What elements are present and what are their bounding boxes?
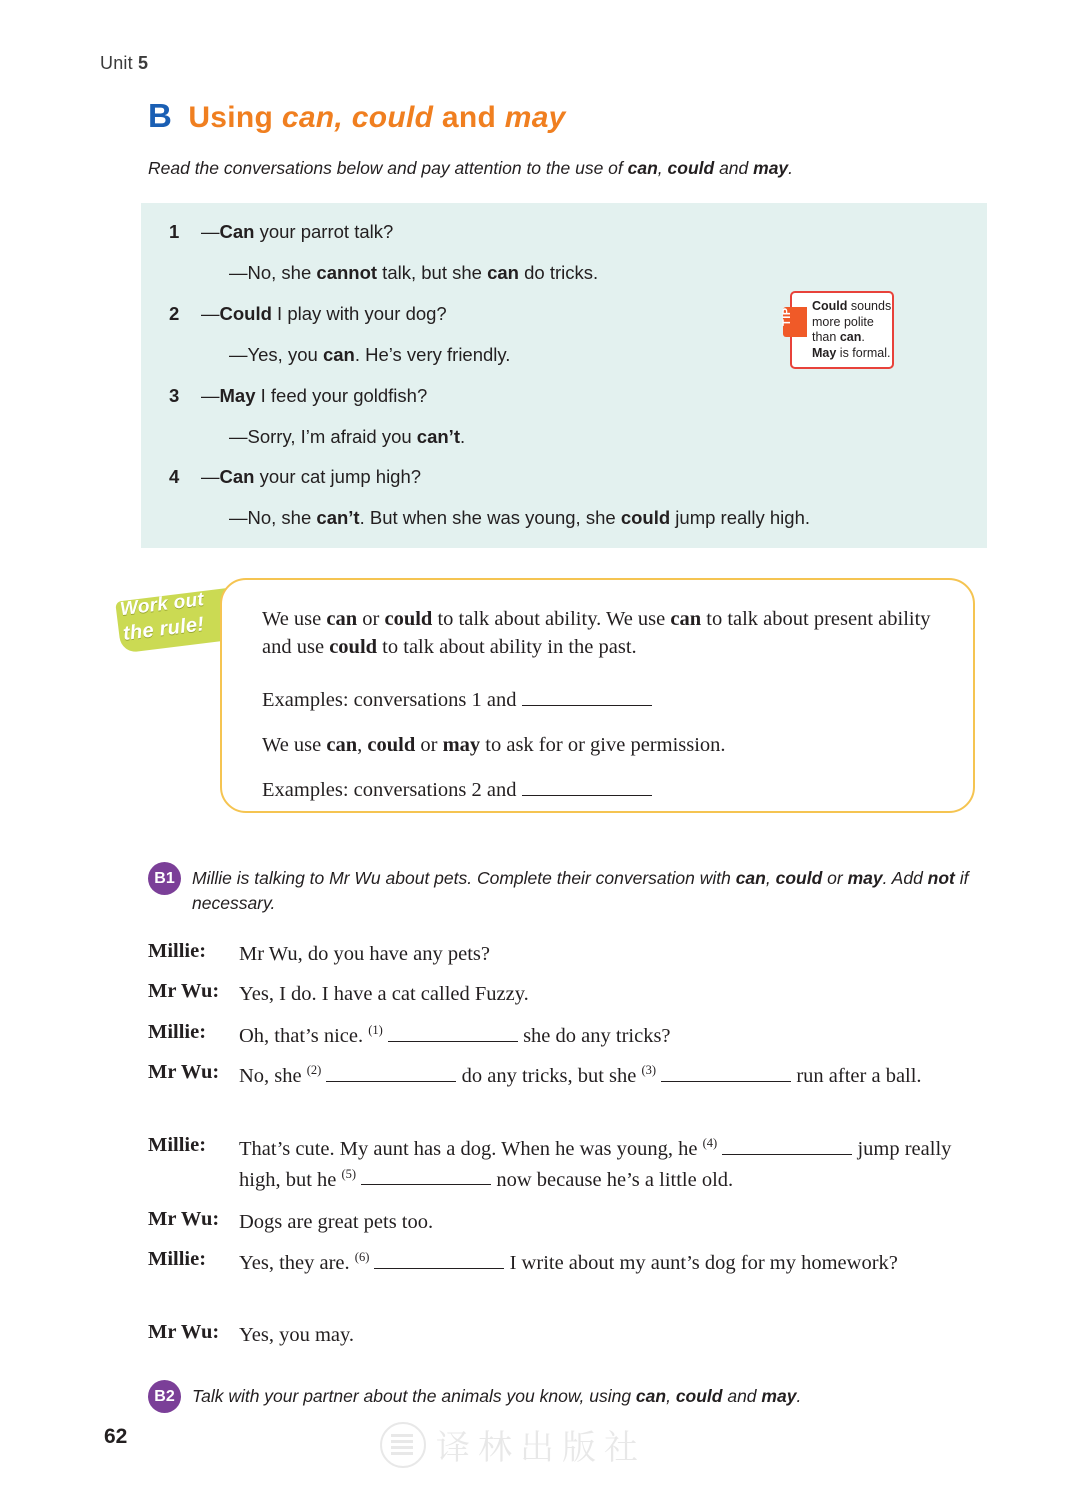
rule-example-2-label: Examples: conversations 2 and xyxy=(262,779,517,801)
conversation-2-q-text: —Could I play with your dog? xyxy=(201,303,447,324)
section-title-pre: Using xyxy=(188,101,282,134)
work-out-rule-line2: the rule! xyxy=(121,613,206,646)
answer-blank-6[interactable] xyxy=(374,1253,504,1269)
conversation-4-q-text: —Can your cat jump high? xyxy=(201,466,422,487)
dialogue-text-2: Yes, I do. I have a cat called Fuzzy. xyxy=(239,983,529,1005)
conversation-1-q-text: —Can your parrot talk? xyxy=(201,221,394,242)
dialogue-speaker-1: Millie: xyxy=(148,940,207,962)
conversation-1-question xyxy=(169,220,901,244)
unit-word: Unit xyxy=(100,53,133,73)
publisher-name: 译林出版社 xyxy=(436,1430,646,1467)
conversation-2-answer: —Yes, you can. He’s very friendly. xyxy=(229,344,511,365)
conversation-3-q-text: —May I feed your goldfish? xyxy=(201,385,428,406)
section-title-may: may xyxy=(504,101,566,134)
conversation-3-question xyxy=(169,384,901,408)
dialogue-text-8: Yes, you may. xyxy=(239,1324,355,1346)
exercise-badge-b1: B1 xyxy=(148,862,181,895)
page-title xyxy=(188,101,565,135)
dialogue-speaker-8: Mr Wu: xyxy=(148,1321,220,1343)
dialogue-speaker-7: Millie: xyxy=(148,1248,207,1270)
unit-label xyxy=(100,53,148,74)
rule-example-1 xyxy=(262,687,952,715)
answer-blank-5[interactable] xyxy=(361,1169,491,1185)
answer-blank-2[interactable] xyxy=(326,1066,456,1082)
dialogue-speaker-2: Mr Wu: xyxy=(148,980,220,1002)
answer-blank-3[interactable] xyxy=(661,1066,791,1082)
dialogue-speaker-3: Millie: xyxy=(148,1021,207,1043)
conversation-1-number: 1 xyxy=(169,221,180,242)
tip-box xyxy=(781,291,894,369)
section-instruction: Read the conversations below and pay attention to the use of can, could and may. xyxy=(148,158,794,178)
conversation-box xyxy=(141,203,987,548)
rule-paragraph-2: We use can, could or may to ask for or give permission. xyxy=(262,734,726,756)
work-out-rule-line1: Work out xyxy=(118,589,206,621)
tip-text: Could sounds more polite than can. May is formal. xyxy=(812,299,892,360)
rule-paragraph-1: We use can or could to talk about ability. We use can to talk about present ability and use could to talk about ability in the past. xyxy=(262,608,931,658)
section-title-could: could xyxy=(351,101,434,134)
tip-flag-label: TIP xyxy=(781,307,793,326)
page-number: 62 xyxy=(104,1425,128,1448)
dialogue-speaker-4: Mr Wu: xyxy=(148,1061,220,1083)
exercise-badge-b2: B2 xyxy=(148,1380,181,1413)
rule-example-1-label: Examples: conversations 1 and xyxy=(262,689,517,711)
dialogue-text-1: Mr Wu, do you have any pets? xyxy=(239,943,491,965)
answer-blank-4[interactable] xyxy=(722,1139,852,1155)
conversation-1-answer: —No, she cannot talk, but she can do tricks. xyxy=(229,262,599,283)
section-title-can: can, xyxy=(281,101,344,134)
tip-flag-icon xyxy=(783,307,807,337)
rule-example-2-blank[interactable] xyxy=(522,780,652,796)
dialogue-text-6: Dogs are great pets too. xyxy=(239,1211,434,1233)
conversation-4-question xyxy=(169,465,901,489)
answer-blank-1[interactable] xyxy=(388,1026,518,1042)
publisher-watermark xyxy=(380,1420,646,1469)
conversation-2-number: 2 xyxy=(169,303,180,324)
dialogue-speaker-6: Mr Wu: xyxy=(148,1208,220,1230)
dialogue-text-4: No, she $^{(2)}$ do any tricks, but she $^{(3)}$ run after a ball. xyxy=(239,1063,922,1087)
conversation-3-answer: —Sorry, I’m afraid you can’t. xyxy=(229,426,466,447)
conversation-4-number: 4 xyxy=(169,466,180,487)
exercise-b1-instruction: Millie is talking to Mr Wu about pets. Complete their conversation with can, could or may. Add not if necessary. xyxy=(192,868,969,914)
rule-example-1-blank[interactable] xyxy=(522,690,652,706)
dialogue-text-5: That’s cute. My aunt has a dog. When he was young, he $^{(4)}$ jump really high, but he $^{(5)}$ now because he’s a little old. xyxy=(239,1136,952,1191)
section-heading xyxy=(148,97,566,135)
dialogue-speaker-5: Millie: xyxy=(148,1134,207,1156)
conversation-3-number: 3 xyxy=(169,385,180,406)
unit-number: 5 xyxy=(138,53,149,73)
exercise-b2-instruction: Talk with your partner about the animals you know, using can, could and may. xyxy=(192,1386,802,1406)
section-title-mid: and xyxy=(433,101,505,134)
rule-example-2 xyxy=(262,777,952,805)
section-letter: B xyxy=(148,97,173,134)
dialogue-text-7: Yes, they are. $^{(6)}$ I write about my aunt’s dog for my homework? xyxy=(239,1250,898,1274)
dialogue-text-3: Oh, that’s nice. $^{(1)}$ she do any tricks? xyxy=(239,1023,671,1047)
conversation-4-answer: —No, she can’t. But when she was young, she could jump really high. xyxy=(229,507,810,528)
work-out-rule-box xyxy=(220,578,975,813)
publisher-logo-icon xyxy=(380,1422,426,1468)
